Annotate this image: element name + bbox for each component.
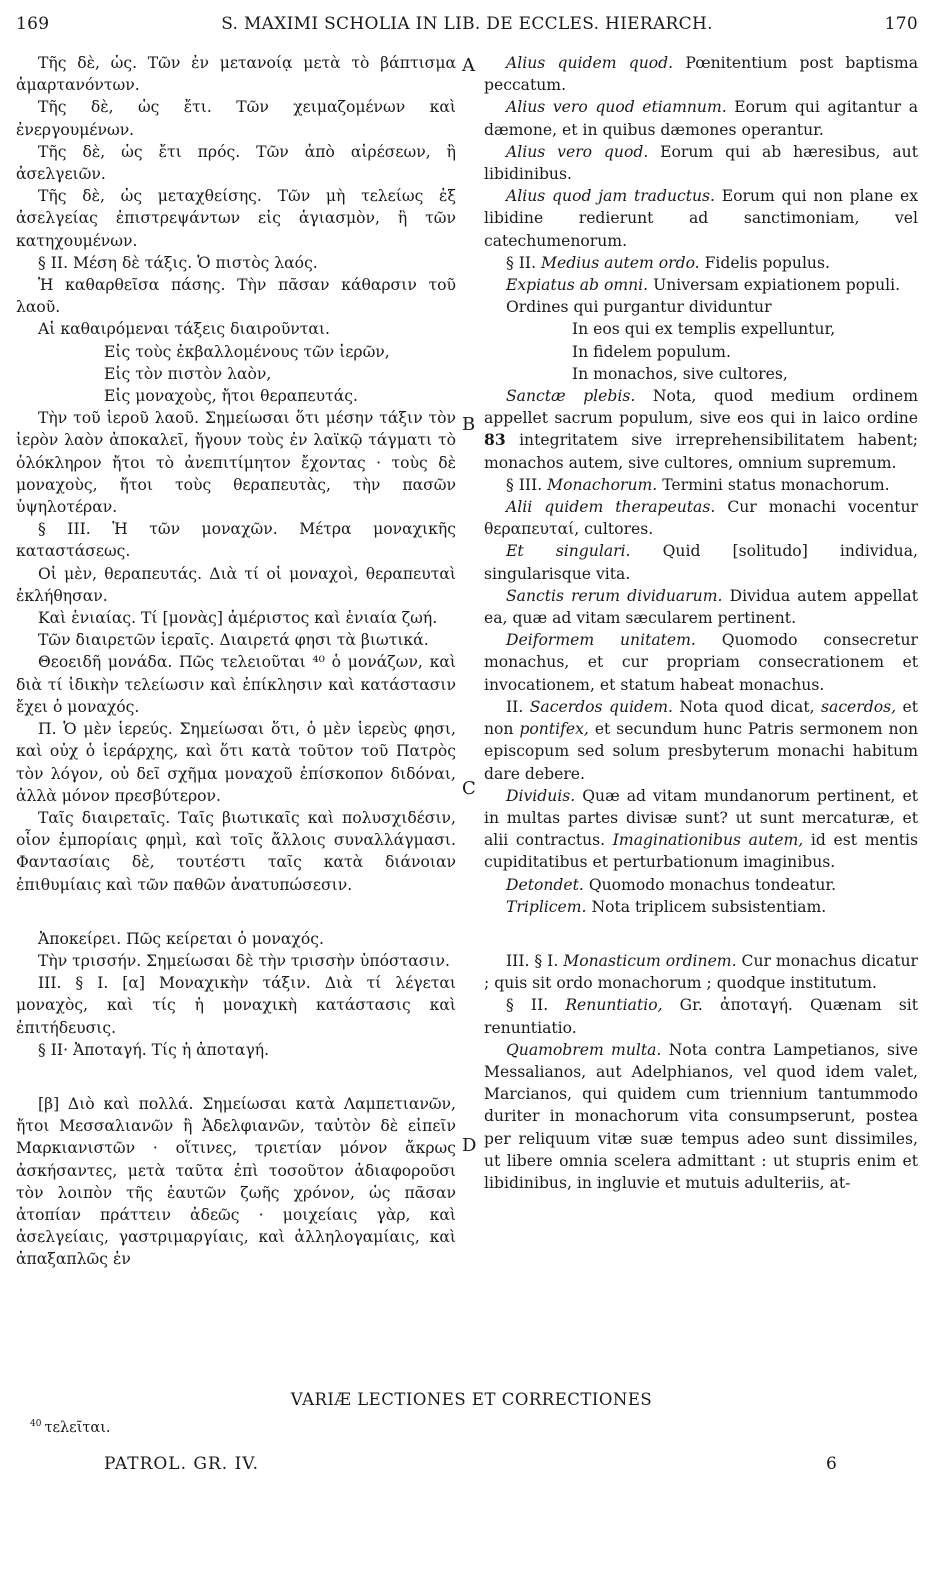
lemma: Detondet. [506,875,584,894]
lemma: Dividuis. [506,786,576,805]
page-number-right: 170 [884,14,918,34]
latin-paragraph: Alius quod jam traductus. Eorum qui non plane ex libidine redierunt ad sanctimoniam, vel catechumenorum. [484,187,918,250]
lemma: Sacerdos quidem. [529,697,673,716]
greek-paragraph: Τῆς δὲ, ὡς. Τῶν ἐν μετανοίᾳ μετὰ τὸ βάπτισμα ἁμαρτανόντων. [16,54,456,95]
running-title: S. MAXIMI SCHOLIA IN LIB. DE ECCLES. HIERARCH. [221,14,713,34]
greek-paragraph: Τῆς δὲ, ὡς ἔτι. Τῶν χειμαζομένων καὶ ἐνεργουμένων. [16,98,456,139]
greek-paragraph: Π. Ὁ μὲν ἱερεύς. Σημείωσαι ὅτι, ὁ μὲν ἱερεὺς φησι, καὶ οὐχ ὁ ἱεράρχης, καὶ ὅτι κατὰ τοῦτον τοῦ Πατρὸς τὸν λόγον, οὐ δεῖ σχῆμα μοναχοῦ ἐπίσκοπον διδόναι, ἀλλὰ μόνον πρεσβύτερον. [16,720,456,805]
margin-marker-d: D [462,1135,477,1156]
lemma: Monachorum. [547,475,658,494]
lemma: Alius vero quod etiamnum. [506,98,727,117]
greek-paragraph: Οἱ μὲν, θεραπευτάς. Διὰ τί οἱ μοναχοὶ, θεραπευταὶ ἐκλήθησαν. [16,564,456,605]
footer-signature-left: PATROL. GR. IV. [104,1454,260,1474]
column-number: 83 [484,430,506,450]
greek-paragraph: Τὴν τοῦ ἱεροῦ λαοῦ. Σημείωσαι ὅτι μέσην τάξιν τὸν ἱερὸν λαὸν ἀποκαλεῖ, ἤγουν τοὺς ἐν λαϊκῷ τάγματι τὸ ὁλόκληρον ἤτοι τὸ ἀνεπιτίμητον ἔχοντας · τοὺς δὲ μοναχοὺς, ἤτοι τοὺς θεραπευτὰς, τὴν πασῶν ὑψηλοτέραν. [16,409,456,517]
greek-list-item: Εἰς τοὺς ἐκβαλλομένους τῶν ἱερῶν, [104,342,390,361]
lemma: Alius quod jam traductus. [506,187,715,206]
lemma: Sanctæ plebis. [506,387,636,406]
margin-marker-a: A [462,55,475,76]
latin-paragraph: II. Sacerdos quidem. Nota quod dicat, sacerdos, et non pontifex, et secundum hunc Patris sermonem non episcopum sed solum presbyterum monachi habitum dare debere. [484,697,919,783]
latin-paragraph: Alius quidem quod. Pœnitentium post baptisma peccatum. [484,54,918,95]
greek-paragraph: Τὴν τρισσήν. Σημείωσαι δὲ τὴν τρισσὴν ὑπόστασιν. [38,951,450,970]
greek-paragraph: Ἡ καθαρθεῖσα πάσης. Τὴν πᾶσαν κάθαρσιν τοῦ λαοῦ. [16,276,456,317]
greek-paragraph: § II. Μέση δὲ τάξις. Ὁ πιστὸς λαός. [38,253,318,272]
latin-paragraph: Alius vero quod etiamnum. Eorum qui agitantur a dæmone, et in quibus dæmones operantur. [484,98,918,139]
latin-paragraph: Expiatus ab omni. Universam expiationem populi. [506,276,901,295]
latin-paragraph: Et singulari. Quid [solitudo] individua, singularisque vita. [484,542,918,583]
greek-paragraph: Καὶ ἑνιαίας. Τί [μονὰς] ἀμέριστος καὶ ἑνιαία ζωή. [38,609,438,628]
latin-paragraph: Dividuis. Quæ ad vitam mundanorum pertinent, et in multas partes divisæ sunt? ut sunt mercaturæ, et alii contractus. Imaginationibus autem, id est mentis cupiditatibus et perturbationum imaginibus. [484,786,919,872]
greek-paragraph: Τῆς δὲ, ὡς μεταχθείσης. Τῶν μὴ τελείως ἐξ ἀσελγείας ἐπιστρεψάντων εἰς ἁγιασμὸν, ἢ τῶν κατηχουμένων. [16,187,456,250]
latin-paragraph: § II. Medius autem ordo. Fidelis populus. [506,253,830,272]
latin-list-item: In fidelem populum. [572,342,731,361]
latin-paragraph: § III. Monachorum. Termini status monachorum. [506,475,890,494]
greek-paragraph: Τῶν διαιρετῶν ἱεραῖς. Διαιρετά φησι τὰ βιωτικά. [38,631,429,650]
lemma: Medius autem ordo. [541,253,700,272]
lemma: Renuntiatio, [565,996,663,1015]
footnote-number: 40 [30,1419,42,1429]
lemma: Alius vero quod. [506,142,649,161]
footnote [30,1419,110,1436]
greek-list-item: Εἰς τὸν πιστὸν λαὸν, [104,364,272,383]
latin-paragraph: Quamobrem multa. Nota contra Lampetianos, sive Messalianos, aut Adelphianos, vel quod idem valet, Marcianos, qui quidem cum triennium tantummodo duriter in monachorum vita consumpserunt, postea per reliquum vitæ suæ tempus adeo sunt dissimiles, ut libere omnia scelera admittant : ut stupris enim et libidinibus, in ingluvie et mutuis adulteriis, at- [484,1040,918,1192]
latin-paragraph: Triplicem. Nota triplicem subsistentiam. [506,897,827,916]
latin-paragraph: § II. Renuntiatio, Gr. ἀποταγή. Quænam sit renuntiatio. [484,996,918,1037]
greek-paragraph: [β] Διὸ καὶ πολλά. Σημείωσαι κατὰ Λαμπετιανῶν, ἤτοι Μεσσαλιανῶν ἢ Ἀδελφιανῶν, ταὐτὸν δὲ εἰπεῖν Μαρκιανιστῶν · οἵτινες, τριετίαν μόνον ἄκρως ἀσκήσαντες, μετὰ ταῦτα ἐπὶ τοσοῦτον ἀδιαφοροῦσι τὸν λοιπὸν τῆς ἑαυτῶν ζωῆς χρόνον, ὡς πᾶσαν ἀτοπίαν πράττειν ἀδεῶς · μοιχείαις γὰρ, καὶ ἀσελγείαις, γαστριμαργίαις, καὶ ἀλληλογαμίαις, καὶ ἁπαξαπλῶς ἐν [16,1094,456,1269]
variae-lectiones-heading: VARIÆ LECTIONES ET CORRECTIONES [290,1390,653,1409]
lemma: Quamobrem multa. [506,1040,662,1059]
lemma: Sanctis rerum dividuarum. [506,586,723,605]
margin-marker-b: B [462,414,476,435]
greek-paragraph: Ἀποκείρει. Πῶς κείρεται ὁ μοναχός. [38,929,324,948]
latin-paragraph: Alius vero quod. Eorum qui ab hæresibus, aut libidinibus. [484,142,918,184]
lemma: Deiformem unitatem. [506,631,696,650]
latin-paragraph: Sanctæ plebis. Nota, quod medium ordinem appellet sacrum populum, sive eos qui in laico ordine 83 integritatem sive irreprehensibilitatem habent; monachos autem, sive cultores, omnium supremum. [484,387,919,472]
latin-paragraph: Deiformem unitatem. Quomodo consecretur monachus, et cur propriam consecrationem et invocationem, et statum habeat monachus. [484,631,919,694]
latin-list-item: In eos qui ex templis expelluntur, [572,320,836,339]
greek-column [16,52,456,1271]
latin-paragraph: Detondet. Quomodo monachus tondeatur. [506,875,837,894]
latin-paragraph: Sanctis rerum dividuarum. Dividua autem appellat ea, quæ ad vitam sæcularem pertinent. [484,586,918,628]
page-number-left: 169 [16,14,50,34]
lemma: Expiatus ab omni. [506,276,649,295]
greek-paragraph: § II· Ἀποταγή. Τίς ἡ ἀποταγή. [38,1040,270,1059]
greek-paragraph: Ταῖς διαιρεταῖς. Ταῖς βιωτικαῖς καὶ πολυσχιδέσιν, οἷον ἐμπορίαις φημὶ, καὶ τοῖς ἄλλοις συναλλάγμασι. Φαντασίαις δὲ, τουτέστι ταῖς κατὰ διάνοιαν ἐπιθυμίαις καὶ τῶν παθῶν ἀνατυπώσεσιν. [16,808,456,894]
lemma: Monasticum ordinem. [563,951,737,970]
lemma: Alii quidem therapeutas. [506,498,716,517]
latin-paragraph: III. § I. Monasticum ordinem. Cur monachus dicatur ; quis sit ordo monachorum ; quodque institutum. [484,951,918,993]
running-header [16,14,918,38]
latin-paragraph: Alii quidem therapeutas. Cur monachi vocentur θεραπευταί, cultores. [484,498,918,539]
greek-paragraph: Αἱ καθαιρόμεναι τάξεις διαιροῦνται. [38,320,331,339]
lemma: Et singulari. [506,542,631,561]
greek-paragraph: ΙΙΙ. § Ι. [α] Μοναχικὴν τάξιν. Διὰ τί λέγεται μοναχὸς, καὶ τίς ἡ μοναχικὴ κατάστασις καὶ ἐπιτήδευσις. [16,974,456,1037]
greek-paragraph: § III. Ἡ τῶν μοναχῶν. Μέτρα μοναχικῆς καταστάσεως. [16,520,456,561]
greek-paragraph: Θεοειδῆ μονάδα. Πῶς τελειοῦται ⁴⁰ ὁ μονάζων, καὶ διὰ τί ἰδικὴν τελείωσιν καὶ ἐπίκλησιν καὶ κατάστασιν ἔχει ὁ μοναχός. [16,653,456,716]
greek-paragraph: Τῆς δὲ, ὡς ἔτι πρός. Τῶν ἀπὸ αἱρέσεων, ἢ ἀσελγειῶν. [16,142,456,184]
margin-marker-c: C [462,778,476,799]
greek-list-item: Εἰς μοναχοὺς, ἤτοι θεραπευτάς. [104,387,358,406]
latin-paragraph: Ordines qui purgantur dividuntur [506,298,772,317]
footnote-text: τελεῖται. [44,1419,111,1436]
lemma: Alius quidem quod. [506,54,674,72]
footer-signature-number: 6 [826,1454,837,1474]
latin-list-item: In monachos, sive cultores, [572,364,788,383]
lemma: Triplicem. [506,897,587,916]
latin-column [484,52,918,1194]
